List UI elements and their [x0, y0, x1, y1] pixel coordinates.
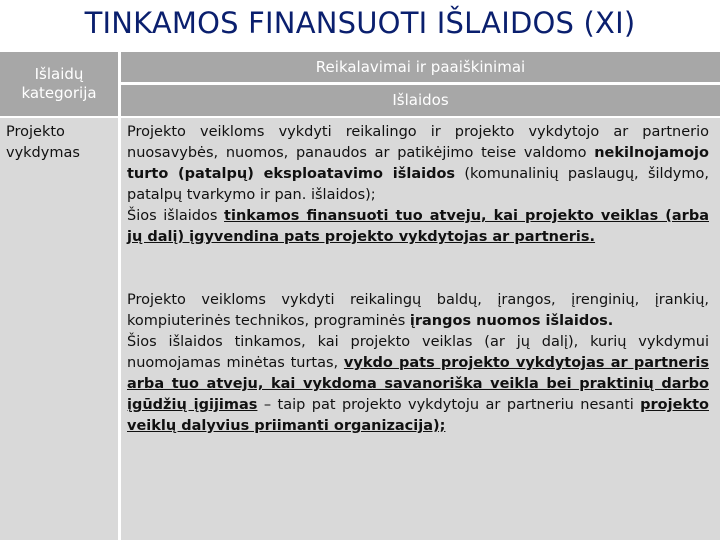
page-title: TINKAMOS FINANSUOTI IŠLAIDOS (XI) [84, 6, 636, 40]
p1-bold-1: nekilnojamojo turto (patalpų) eksploatavimo išlaidos [127, 145, 709, 182]
p1-text-1: Projekto veikloms vykdyti reikalingo ir projekto vykdytojo ar partnerio nuosavybės, nuomos, panaudos ar patikėjimo teise valdomo [127, 124, 709, 161]
p2-text-1: Projekto veikloms vykdyti reikalingų baldų, įrangos, įrenginių, įrankių, kompiuterinės technikos, programinės [127, 292, 709, 329]
header-category [0, 52, 118, 116]
p2-underlined-1: vykdo pats projekto vykdytojas ar partneris arba tuo atveju, kai vykdoma savanoriška veikla bei praktinių darbo įgūdžių įgijimas [127, 355, 710, 413]
paragraph-equipment [127, 290, 709, 437]
p2-underlined-2: projekto veiklų dalyvius priimanti organizacija); [127, 397, 709, 434]
p1-text-3: Šios išlaidos [127, 208, 225, 224]
p1-underlined-1: tinkamos finansuoti tuo atveju, kai projekto veiklas (arba jų dalį) įgyvendina pats projekto vykdytojas ar partneris. [127, 208, 709, 245]
expenses-table [0, 52, 720, 540]
p2-text-2: Šios išlaidos tinkamos, kai projekto veiklas (ar jų dalį), kurių vykdymui nuomojamas minėtas turtas, [127, 334, 709, 371]
header-category-line2: kategorija [21, 84, 97, 102]
category-text: Projekto vykdymas [6, 124, 80, 161]
p2-bold-1: įrangos nuomos išlaidos. [409, 313, 614, 329]
header-category-line1: Išlaidų [34, 65, 84, 83]
p1-text-2: (komunalinių paslaugų, šildymo, patalpų tvarkymo ir pan. išlaidos); [127, 166, 709, 203]
paragraph-premises [127, 122, 709, 248]
header-requirements: Reikalavimai ir paaiškinimai [121, 52, 720, 82]
description-cell [121, 118, 720, 540]
p2-text-3: – taip pat projekto vykdytoju ar partneriu nesanti [257, 397, 641, 413]
category-cell [0, 118, 118, 540]
header-expenses: Išlaidos [121, 85, 720, 116]
